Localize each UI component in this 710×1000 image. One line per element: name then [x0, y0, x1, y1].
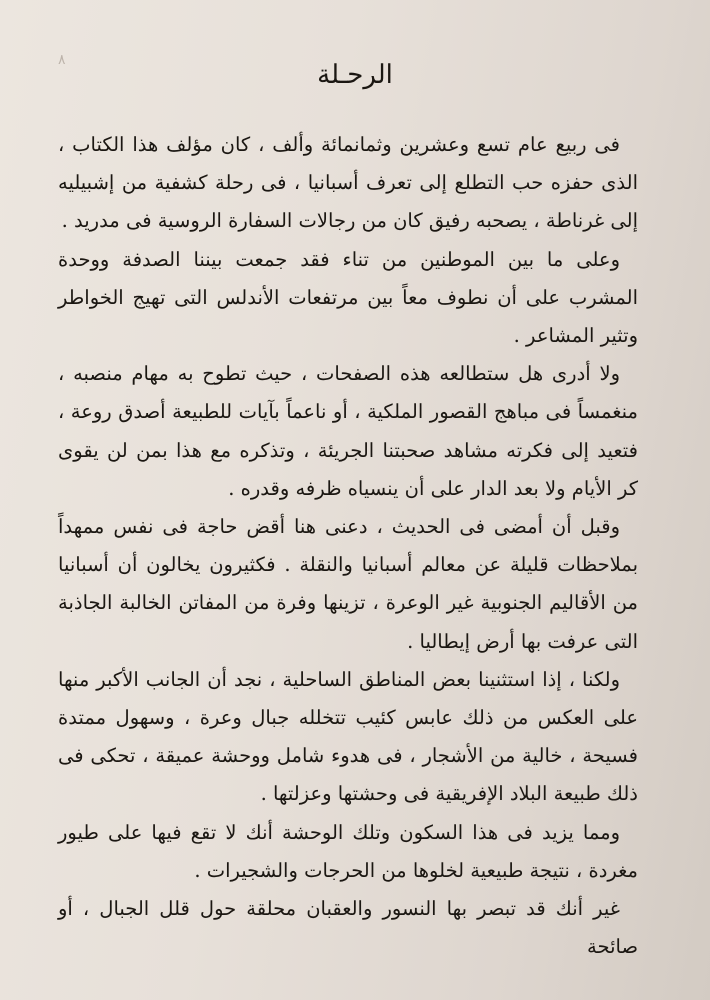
paragraph: وقبل أن أمضى فى الحديث ، دعنى هنا أقض حاجة فى نفس ممهداً بملاحظات قليلة عن معالم أسبانيا والنقلة . فكثيرون يخالون أن أسبانيا من الأقاليم الجنوبية غير الوعرة ، تزينها وفرة من المفاتن الخالبة الجاذبة التى عرفت بها أرض إيطاليا .: [58, 515, 638, 653]
paragraph: فى ربيع عام تسع وعشرين وثمانمائة وألف ، كان مؤلف هذا الكتاب ، الذى حفزه حب التطلع إلى تعرف أسبانيا ، فى رحلة كشفية من إشبيليه إلى غرناطة ، يصحبه رفيق كان من رجالات السفارة الروسية فى مدريد .: [58, 133, 638, 233]
paragraph: ولا أدرى هل ستطالعه هذه الصفحات ، حيث تطوح به مهام منصبه ، منغمساً فى مباهج القصور الملكية ، أو ناعماً بآيات للطبيعة أصدق روعة ، فتعيد إلى فكرته مشاهد صحبتنا الجريئة ، وتذكره مع هذا بمن لن يقوى كر الأيام ولا بعد الدار على أن ينسياه ظرفه وقدره .: [58, 362, 638, 500]
paragraph: ومما يزيد فى هذا السكون وتلك الوحشة أنك لا تقع فيها على طيور مغردة ، نتيجة طبيعية لخلوها من الحرجات والشجيرات .: [58, 820, 638, 882]
paragraph: ولكنا ، إذا استثنينا بعض المناطق الساحلية ، نجد أن الجانب الأكبر منها على العكس من ذلك عابس كئيب تتخلله جبال وعرة ، وسهول ممتدة فسيحة ، خالية من الأشجار ، فى هدوء شامل ووحشة عميقة ، تحكى فى ذلك طبيعة البلاد الإفريقية فى وحشتها وعزلتها .: [58, 667, 638, 806]
chapter-title: الرحـلة: [317, 60, 393, 90]
paragraph: غير أنك قد تبصر بها النسور والعقبان محلقة حول قلل الجبال ، أو صائحة: [58, 897, 638, 959]
body-text: [58, 126, 638, 966]
paragraph: وعلى ما بين الموطنين من تناء فقد جمعت بيننا الصدفة ووحدة المشرب على أن نطوف معاً بين مرتفعات الأندلس التى تهيج الخواطر وتثير المشاعر .: [58, 247, 638, 348]
faded-page-number: ٨: [58, 52, 66, 68]
